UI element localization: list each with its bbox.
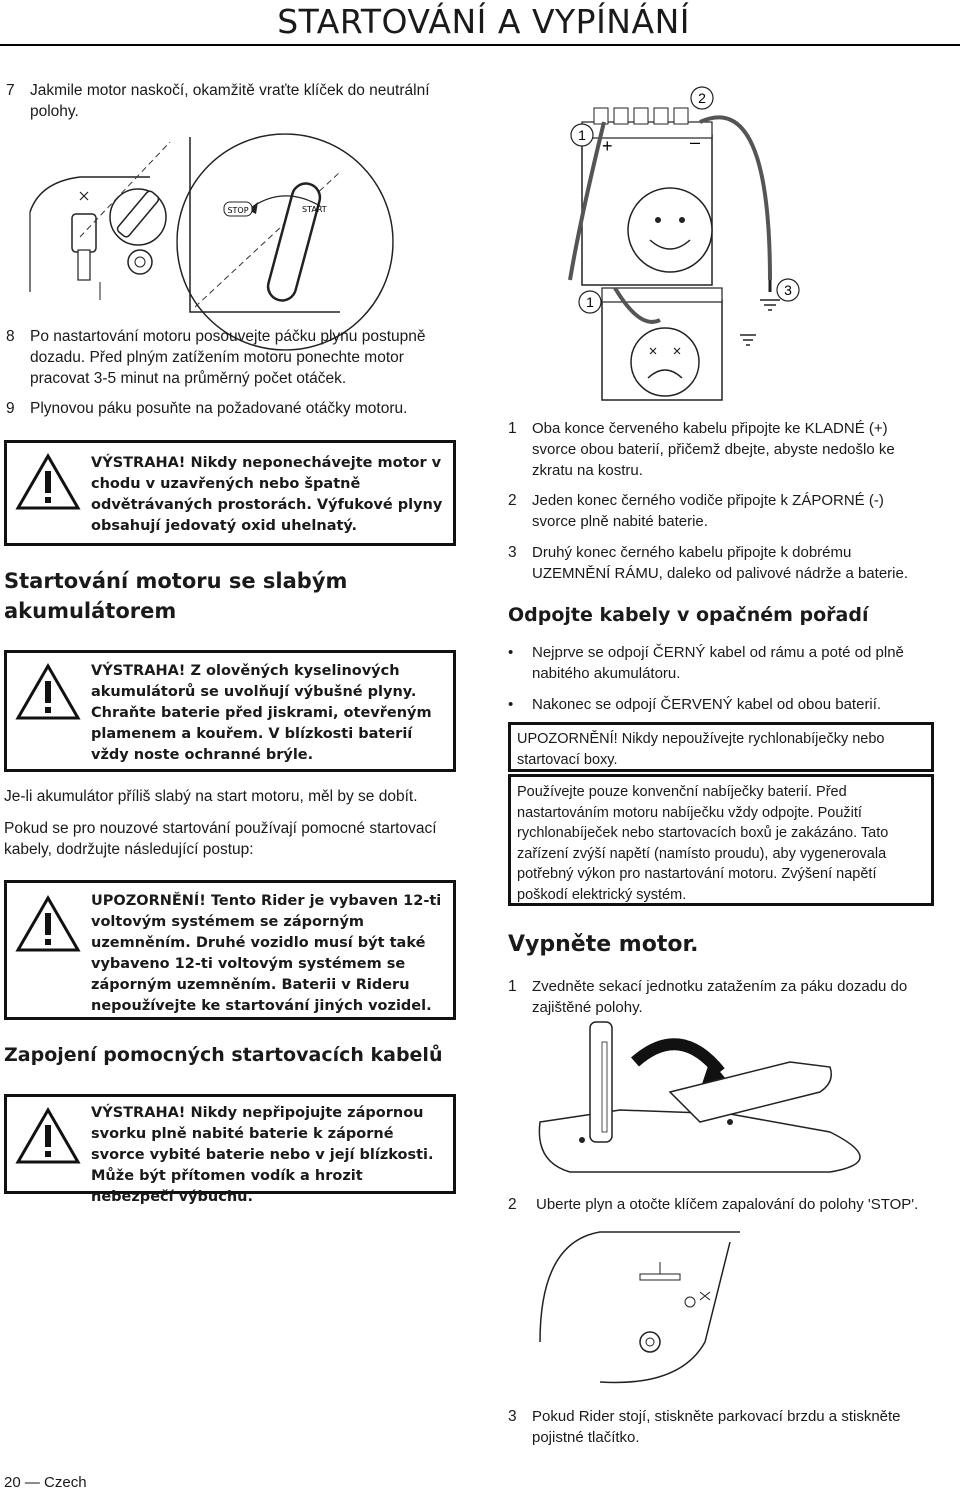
step-9-number: 9 <box>6 400 15 417</box>
heading-weak-battery: Startování motoru se slabým akumulátorem <box>4 569 348 623</box>
warning-text-12v-system: UPOZORNĚNÍ! Tento Rider je vybaven 12-ti voltovým systémem se záporným uzemněním. Druhé vozidlo musí být také vybaveno 12-ti voltovým systémem se záporným uzemněním. Baterii v Rideru nepoužívejte ke startování jiných vozidel. <box>91 893 442 1014</box>
callout-1-top: 1 <box>578 127 586 143</box>
minus-label: – <box>690 132 701 152</box>
warning-box-acid-battery <box>4 650 456 772</box>
warning-triangle-icon <box>15 895 81 953</box>
stop-step-1-text: Zvedněte sekací jednotku zatažením za páku dozadu do zajištěné polohy. <box>532 978 908 1016</box>
ignition-switch-figure <box>20 122 340 317</box>
footer-language: Czech <box>44 1474 87 1491</box>
step-7-text: Jakmile motor naskočí, okamžitě vraťte klíček do neutrální polohy. <box>30 82 430 120</box>
heading-jump-cables: Zapojení pomocných startovacích kabelů <box>4 1044 443 1066</box>
page-footer <box>4 1474 87 1491</box>
step-7-number: 7 <box>6 82 15 99</box>
plus-label: + <box>602 136 613 156</box>
page-title: STARTOVÁNÍ A VYPÍNÁNÍ <box>277 2 690 41</box>
mower-lift-lever-figure <box>530 1022 930 1182</box>
start-label: START <box>302 205 327 214</box>
jump-step-2-text: Jeden konec černého vodiče připojte k ZÁPORNÉ (-) svorce plně nabité baterie. <box>532 492 884 530</box>
callout-1-bottom: 1 <box>586 294 594 310</box>
warning-text-ventilation: VÝSTRAHA! Nikdy neponechávejte motor v chodu v uzavřených nebo špatně odvětrávaných prostorách. Výfukové plyny obsahují jedovatý oxid uhelnatý. <box>91 455 443 534</box>
callout-2: 2 <box>698 90 706 106</box>
bullet-dot: • <box>508 644 514 661</box>
warning-box-ventilation <box>4 440 456 546</box>
stop-step-1-number: 1 <box>508 978 517 995</box>
bullet-dot: • <box>508 696 514 713</box>
title-rule <box>0 44 960 46</box>
warning-text-acid-battery: VÝSTRAHA! Z olověných kyselinových akumulátorů se uvolňují výbušné plyny. Chraňte baterie před jiskrami, otevřeným plamenem a kouřem. V blízkosti baterií vždy noste ochranné brýle. <box>91 663 432 763</box>
warning-triangle-icon <box>15 663 81 721</box>
step-8-number: 8 <box>6 328 15 345</box>
warning-box-12v-system <box>4 880 456 1020</box>
step-8-text: Po nastartování motoru posouvejte páčku plynu postupně dozadu. Před plným zatížením motoru ponechte motor pracovat 3-5 minut na průměrný počet otáček. <box>30 328 426 387</box>
stop-step-2-number: 2 <box>508 1196 517 1213</box>
heading-disconnect-order: Odpojte kabely v opačném pořadí <box>508 604 869 626</box>
stop-step-3-text: Pokud Rider stojí, stiskněte parkovací brzdu a stiskněte pojistné tlačítko. <box>532 1408 901 1446</box>
caution-box-conventional-chargers: Používejte pouze konvenční nabíječky baterií. Před nastartováním motoru nabíječku vždy odpojte. Použití rychlonabíječek nebo startovacích boxů je zakázáno. Tato zařízení zvýší napětí (namísto proudu), aby vygenerovala potřebný výkon pro nastartování motoru. Zvýšení napětí poškodí elektrický systém. <box>508 774 934 906</box>
bullet-item-red-cable: Nakonec se odpojí ČERVENÝ kabel od obou baterií. <box>532 696 882 713</box>
warning-text-negative-terminal: VÝSTRAHA! Nikdy nepřipojujte zápornou svorku plně nabité baterie k záporné svorce vybité baterie nebo v její blízkosti. Může být přítomen vodík a hrozit nebezpečí výbuchu. <box>91 1105 434 1205</box>
warning-triangle-icon <box>15 453 81 511</box>
paragraph-jump-cables: Pokud se pro nouzové startování používají pomocné startovací kabely, dodržujte následující postup: <box>4 820 437 858</box>
stop-step-3-number: 3 <box>508 1408 517 1425</box>
paragraph-recharge: Je-li akumulátor příliš slabý na start motoru, měl by se dobít. <box>4 788 418 805</box>
jump-step-3-text: Druhý konec černého kabelu připojte k dobrému UZEMNĚNÍ RÁMU, daleko od palivové nádrže a baterie. <box>532 544 908 582</box>
stop-step-2-text: Uberte plyn a otočte klíčem zapalování do polohy 'STOP'. <box>536 1196 919 1213</box>
jump-step-1-number: 1 <box>508 420 517 437</box>
warning-triangle-icon <box>15 1107 81 1165</box>
throttle-panel-figure <box>540 1222 760 1387</box>
bullet-item-black-cable: Nejprve se odpojí ČERNÝ kabel od rámu a poté od plně nabitého akumulátoru. <box>532 644 904 682</box>
heading-stop-engine: Vypněte motor. <box>508 932 699 957</box>
jump-start-batteries-figure <box>560 80 820 400</box>
page-number: 20 <box>4 1474 21 1491</box>
warning-box-negative-terminal <box>4 1094 456 1205</box>
footer-dash: — <box>24 1474 40 1491</box>
caution-box-fast-chargers: UPOZORNĚNÍ! Nikdy nepoužívejte rychlonabíječky nebo startovací boxy. <box>508 722 934 772</box>
jump-step-3-number: 3 <box>508 544 517 561</box>
callout-3: 3 <box>784 282 792 298</box>
ground-symbol-icon <box>740 300 780 345</box>
jump-step-1-text: Oba konce červeného kabelu připojte ke KLADNÉ (+) svorce obou baterií, přičemž dbejte, abyste nedošlo ke zkratu na kostru. <box>532 420 895 479</box>
step-9-text: Plynovou páku posuňte na požadované otáčky motoru. <box>30 400 408 417</box>
jump-step-2-number: 2 <box>508 492 517 509</box>
stop-label: STOP <box>227 206 249 215</box>
